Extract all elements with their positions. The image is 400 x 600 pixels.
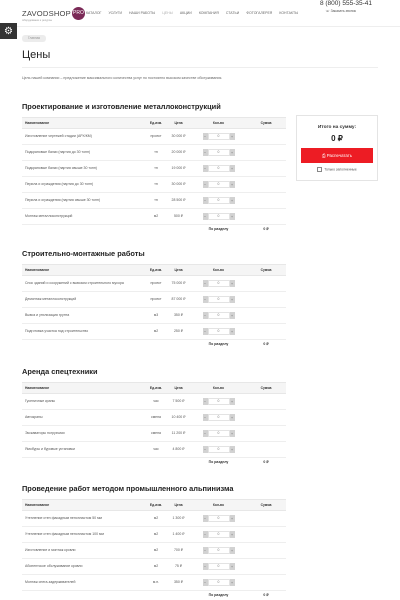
service-sum bbox=[246, 276, 286, 292]
section-total-value: 0 ₽ bbox=[263, 342, 269, 347]
section-total-value: 0 ₽ bbox=[263, 227, 269, 232]
service-sum bbox=[246, 292, 286, 308]
col-header-sum: Сумма bbox=[246, 383, 286, 394]
qty-cell bbox=[191, 442, 246, 458]
settings-button[interactable] bbox=[0, 23, 17, 39]
service-unit: м3 bbox=[146, 308, 166, 324]
service-price: 30 000 ₽ bbox=[166, 177, 191, 193]
nav-item-prices[interactable]: ЦЕНЫ bbox=[162, 11, 173, 15]
quantity-input[interactable]: 0 bbox=[208, 328, 230, 335]
plus-button[interactable]: + bbox=[230, 516, 234, 521]
service-unit: м.п. bbox=[146, 575, 166, 591]
service-sum bbox=[246, 145, 286, 161]
only-filled-checkbox[interactable] bbox=[297, 167, 377, 172]
table-row bbox=[22, 543, 286, 559]
service-price: 75 000 ₽ bbox=[166, 276, 191, 292]
quantity-input[interactable]: 0 bbox=[208, 430, 230, 437]
service-price: 7 500 ₽ bbox=[166, 394, 191, 410]
table-row bbox=[22, 410, 286, 426]
table-row bbox=[22, 209, 286, 225]
section-total-label: По разделу bbox=[208, 593, 229, 598]
quantity-stepper bbox=[203, 181, 235, 188]
plus-button[interactable]: + bbox=[230, 447, 234, 452]
order-summary bbox=[296, 115, 378, 181]
quantity-input[interactable]: 0 bbox=[208, 181, 230, 188]
service-unit: м2 bbox=[146, 543, 166, 559]
service-name: Монтаж снега-задерживателей bbox=[22, 575, 146, 591]
price-table bbox=[22, 264, 286, 349]
service-sum bbox=[246, 394, 286, 410]
site-header bbox=[0, 0, 400, 27]
qty-cell bbox=[191, 145, 246, 161]
plus-button[interactable]: + bbox=[230, 431, 234, 436]
qty-cell bbox=[191, 324, 246, 340]
col-header-qty: Кол-во bbox=[191, 383, 246, 394]
table-header bbox=[22, 265, 286, 276]
service-unit: час bbox=[146, 394, 166, 410]
table-header bbox=[22, 500, 286, 511]
minus-button[interactable]: − bbox=[203, 329, 207, 334]
service-unit: тн bbox=[146, 161, 166, 177]
minus-button[interactable]: − bbox=[203, 134, 207, 139]
service-unit: проект bbox=[146, 276, 166, 292]
checkbox-icon bbox=[317, 167, 322, 172]
service-name: Изготовление чертежей стадии (АРХ/КМ) bbox=[22, 129, 146, 145]
service-price: 1 300 ₽ bbox=[166, 511, 191, 527]
gear-icon: ⚙ bbox=[4, 25, 13, 37]
section-title: Проектирование и изготовление металлоконструкций bbox=[22, 102, 221, 111]
plus-button[interactable]: + bbox=[230, 548, 234, 553]
logo-tagline: оборудование и ресурсы bbox=[22, 19, 53, 22]
page-title: Цены bbox=[22, 49, 51, 61]
quantity-stepper bbox=[203, 563, 235, 570]
qty-cell bbox=[191, 193, 246, 209]
col-header-qty: Кол-во bbox=[191, 500, 246, 511]
col-header-unit: Ед.изм. bbox=[146, 265, 166, 276]
service-price: 11 200 ₽ bbox=[166, 426, 191, 442]
service-price: 28 500 ₽ bbox=[166, 193, 191, 209]
service-price: 350 ₽ bbox=[166, 308, 191, 324]
service-price: 10 400 ₽ bbox=[166, 410, 191, 426]
qty-cell bbox=[191, 394, 246, 410]
service-name: Снос зданий и сооружений с вывозом строительного мусора bbox=[22, 276, 146, 292]
logo-text: ZAVODSHOP bbox=[22, 8, 71, 18]
plus-button[interactable]: + bbox=[230, 182, 234, 187]
service-unit: час bbox=[146, 442, 166, 458]
col-header-sum: Сумма bbox=[246, 118, 286, 129]
table-row bbox=[22, 129, 286, 145]
minus-button[interactable]: − bbox=[203, 182, 207, 187]
service-unit: м2 bbox=[146, 209, 166, 225]
table-row bbox=[22, 527, 286, 543]
table-row bbox=[22, 511, 286, 527]
col-header-sum: Сумма bbox=[246, 500, 286, 511]
service-price: 19 000 ₽ bbox=[166, 161, 191, 177]
plus-button[interactable]: + bbox=[230, 214, 234, 219]
table-row bbox=[22, 145, 286, 161]
table-row bbox=[22, 193, 286, 209]
nav-item-catalog[interactable]: КАТАЛОГ bbox=[86, 11, 102, 15]
service-name: Абонентское обслуживание кровли bbox=[22, 559, 146, 575]
service-name: Гусеничные краны bbox=[22, 394, 146, 410]
table-row bbox=[22, 276, 286, 292]
divider bbox=[22, 67, 378, 68]
minus-button[interactable]: − bbox=[203, 431, 207, 436]
nav-item-gallery[interactable]: ФОТОГАЛЕРЕЯ bbox=[246, 11, 273, 15]
service-sum bbox=[246, 442, 286, 458]
minus-button[interactable]: − bbox=[203, 415, 207, 420]
service-name: Подкрановые балки (партия свыше 30 тонн) bbox=[22, 161, 146, 177]
service-price: 700 ₽ bbox=[166, 543, 191, 559]
service-sum bbox=[246, 193, 286, 209]
service-name: Утепление стен фасадным пенопластом 50 мм bbox=[22, 511, 146, 527]
service-price: 1 400 ₽ bbox=[166, 527, 191, 543]
main-nav bbox=[86, 11, 305, 15]
quantity-input[interactable]: 0 bbox=[208, 531, 230, 538]
minus-button[interactable]: − bbox=[203, 548, 207, 553]
nav-item-services[interactable]: УСЛУГИ bbox=[108, 11, 123, 15]
minus-button[interactable]: − bbox=[203, 214, 207, 219]
service-price: 75 ₽ bbox=[166, 559, 191, 575]
printer-icon: ⎙ bbox=[321, 153, 327, 158]
col-header-qty: Кол-во bbox=[191, 265, 246, 276]
quantity-input[interactable]: 0 bbox=[208, 398, 230, 405]
plus-button[interactable]: + bbox=[230, 415, 234, 420]
section-title: Строительно-монтажные работы bbox=[22, 249, 145, 258]
service-sum bbox=[246, 308, 286, 324]
service-unit: проект bbox=[146, 292, 166, 308]
quantity-stepper bbox=[203, 547, 235, 554]
service-price: 87 000 ₽ bbox=[166, 292, 191, 308]
service-name: Демонтаж металлоконструкций bbox=[22, 292, 146, 308]
minus-button[interactable]: − bbox=[203, 532, 207, 537]
qty-cell bbox=[191, 410, 246, 426]
nav-item-articles[interactable]: СТАТЬИ bbox=[225, 11, 240, 15]
quantity-stepper bbox=[203, 213, 235, 220]
qty-cell bbox=[191, 527, 246, 543]
plus-button[interactable]: + bbox=[230, 532, 234, 537]
plus-button[interactable]: + bbox=[230, 329, 234, 334]
qty-cell bbox=[191, 559, 246, 575]
price-table bbox=[22, 499, 286, 600]
plus-button[interactable]: + bbox=[230, 281, 234, 286]
table-row bbox=[22, 559, 286, 575]
quantity-input[interactable]: 0 bbox=[208, 446, 230, 453]
quantity-stepper bbox=[203, 328, 235, 335]
service-unit: смена bbox=[146, 426, 166, 442]
price-table bbox=[22, 117, 286, 234]
service-unit: тн bbox=[146, 145, 166, 161]
service-sum bbox=[246, 410, 286, 426]
service-unit: тн bbox=[146, 193, 166, 209]
quantity-stepper bbox=[203, 579, 235, 586]
col-header-unit: Ед.изм. bbox=[146, 118, 166, 129]
quantity-input[interactable]: 0 bbox=[208, 213, 230, 220]
section-total-row bbox=[22, 458, 286, 468]
qty-cell bbox=[191, 426, 246, 442]
service-price: 250 ₽ bbox=[166, 324, 191, 340]
plus-button[interactable]: + bbox=[230, 198, 234, 203]
section-total-label: По разделу bbox=[208, 342, 229, 347]
service-name: Утепление стен фасадным пенопластом 100 мм bbox=[22, 527, 146, 543]
table-header bbox=[22, 383, 286, 394]
service-name: Монтаж металлоконструкций bbox=[22, 209, 146, 225]
service-price: 350 ₽ bbox=[166, 575, 191, 591]
quantity-input[interactable]: 0 bbox=[208, 197, 230, 204]
service-name: Перила и ограждения (партия до 30 тонн) bbox=[22, 177, 146, 193]
quantity-stepper bbox=[203, 133, 235, 140]
plus-button[interactable]: + bbox=[230, 134, 234, 139]
quantity-input[interactable]: 0 bbox=[208, 165, 230, 172]
plus-button[interactable]: + bbox=[230, 580, 234, 585]
quantity-stepper bbox=[203, 446, 235, 453]
service-name: Экскаваторы погрузчики bbox=[22, 426, 146, 442]
service-name: Подготовка участка под строительство bbox=[22, 324, 146, 340]
qty-cell bbox=[191, 276, 246, 292]
quantity-input[interactable]: 0 bbox=[208, 563, 230, 570]
service-unit: м2 bbox=[146, 511, 166, 527]
quantity-input[interactable]: 0 bbox=[208, 133, 230, 140]
quantity-input[interactable]: 0 bbox=[208, 149, 230, 156]
qty-cell bbox=[191, 209, 246, 225]
qty-cell bbox=[191, 543, 246, 559]
breadcrumb[interactable]: Главная bbox=[22, 35, 46, 42]
col-header-price: Цена bbox=[166, 265, 191, 276]
service-price: 500 ₽ bbox=[166, 209, 191, 225]
quantity-stepper bbox=[203, 515, 235, 522]
service-name: Перила и ограждения (партия свыше 30 тонн) bbox=[22, 193, 146, 209]
col-header-name: Наименование bbox=[22, 265, 146, 276]
qty-cell bbox=[191, 177, 246, 193]
quantity-input[interactable]: 0 bbox=[208, 547, 230, 554]
service-sum bbox=[246, 575, 286, 591]
table-row bbox=[22, 161, 286, 177]
col-header-price: Цена bbox=[166, 500, 191, 511]
table-header bbox=[22, 118, 286, 129]
logo[interactable] bbox=[22, 6, 85, 20]
plus-button[interactable]: + bbox=[230, 150, 234, 155]
quantity-stepper bbox=[203, 430, 235, 437]
quantity-stepper bbox=[203, 149, 235, 156]
col-header-name: Наименование bbox=[22, 383, 146, 394]
price-table bbox=[22, 382, 286, 467]
quantity-input[interactable]: 0 bbox=[208, 312, 230, 319]
service-sum bbox=[246, 129, 286, 145]
service-price: 4 800 ₽ bbox=[166, 442, 191, 458]
minus-button[interactable]: − bbox=[203, 313, 207, 318]
quantity-stepper bbox=[203, 197, 235, 204]
qty-cell bbox=[191, 161, 246, 177]
service-price: 20 000 ₽ bbox=[166, 145, 191, 161]
service-price: 30 000 ₽ bbox=[166, 129, 191, 145]
nav-item-promo[interactable]: АКЦИИ bbox=[179, 11, 192, 15]
service-name: Ямобуры и буровые установки bbox=[22, 442, 146, 458]
table-row bbox=[22, 575, 286, 591]
col-header-name: Наименование bbox=[22, 118, 146, 129]
col-header-unit: Ед.изм. bbox=[146, 500, 166, 511]
section-total-value: 0 ₽ bbox=[263, 593, 269, 598]
quantity-stepper bbox=[203, 398, 235, 405]
nav-item-works[interactable]: НАШИ РАБОТЫ bbox=[129, 11, 156, 15]
service-sum bbox=[246, 209, 286, 225]
service-sum bbox=[246, 177, 286, 193]
table-row bbox=[22, 324, 286, 340]
print-button-label: Распечатать bbox=[326, 153, 353, 158]
qty-cell bbox=[191, 129, 246, 145]
minus-button[interactable]: − bbox=[203, 447, 207, 452]
only-filled-label: Только заполненные bbox=[324, 167, 357, 172]
service-sum bbox=[246, 559, 286, 575]
callback-label: Заказать звонок bbox=[330, 9, 356, 13]
service-unit: м2 bbox=[146, 559, 166, 575]
service-name: Подкрановые балки (партия до 30 тонн) bbox=[22, 145, 146, 161]
service-unit: проект bbox=[146, 129, 166, 145]
callback-link[interactable] bbox=[325, 9, 356, 13]
quantity-input[interactable]: 0 bbox=[208, 296, 230, 303]
service-unit: смена bbox=[146, 410, 166, 426]
service-sum bbox=[246, 511, 286, 527]
phone-number[interactable]: 8 (800) 555-35-41 bbox=[319, 0, 372, 7]
quantity-input[interactable]: 0 bbox=[208, 414, 230, 421]
page-intro: Цель нашей компании – предложение максимального количества услуг по постоянно высоком качестве обслуживания. bbox=[22, 76, 223, 80]
quantity-stepper bbox=[203, 165, 235, 172]
table-row bbox=[22, 426, 286, 442]
section-total-row bbox=[22, 225, 286, 235]
service-name: Вывоз и утилизация грунта bbox=[22, 308, 146, 324]
service-name: Изготовление и монтаж кровли bbox=[22, 543, 146, 559]
print-button[interactable] bbox=[301, 148, 373, 163]
nav-item-company[interactable]: КОМПАНИЯ bbox=[198, 11, 219, 15]
quantity-stepper bbox=[203, 296, 235, 303]
plus-button[interactable]: + bbox=[230, 399, 234, 404]
col-header-price: Цена bbox=[166, 118, 191, 129]
summary-total: 0 ₽ bbox=[331, 134, 343, 143]
service-sum bbox=[246, 426, 286, 442]
plus-button[interactable]: + bbox=[230, 166, 234, 171]
service-sum bbox=[246, 543, 286, 559]
section-total-value: 0 ₽ bbox=[263, 460, 269, 465]
col-header-sum: Сумма bbox=[246, 265, 286, 276]
service-unit: м2 bbox=[146, 324, 166, 340]
plus-button[interactable]: + bbox=[230, 564, 234, 569]
quantity-input[interactable]: 0 bbox=[208, 280, 230, 287]
service-sum bbox=[246, 161, 286, 177]
qty-cell bbox=[191, 575, 246, 591]
quantity-stepper bbox=[203, 280, 235, 287]
quantity-input[interactable]: 0 bbox=[208, 515, 230, 522]
minus-button[interactable]: − bbox=[203, 166, 207, 171]
service-name: Автокраны bbox=[22, 410, 146, 426]
table-row bbox=[22, 308, 286, 324]
nav-item-contacts[interactable]: КОНТАКТЫ bbox=[279, 11, 299, 15]
col-header-name: Наименование bbox=[22, 500, 146, 511]
qty-cell bbox=[191, 292, 246, 308]
minus-button[interactable]: − bbox=[203, 516, 207, 521]
col-header-unit: Ед.изм. bbox=[146, 383, 166, 394]
minus-button[interactable]: − bbox=[203, 580, 207, 585]
col-header-qty: Кол-во bbox=[191, 118, 246, 129]
table-row bbox=[22, 292, 286, 308]
service-unit: м2 bbox=[146, 527, 166, 543]
service-unit: тн bbox=[146, 177, 166, 193]
section-total-label: По разделу bbox=[208, 460, 229, 465]
price-section bbox=[22, 484, 286, 600]
table-row bbox=[22, 442, 286, 458]
section-title: Аренда спецтехники bbox=[22, 367, 98, 376]
qty-cell bbox=[191, 511, 246, 527]
minus-button[interactable]: − bbox=[203, 297, 207, 302]
qty-cell bbox=[191, 308, 246, 324]
minus-button[interactable]: − bbox=[203, 281, 207, 286]
section-total-label: По разделу bbox=[208, 227, 229, 232]
section-title: Проведение работ методом промышленного альпинизма bbox=[22, 484, 234, 493]
service-sum bbox=[246, 324, 286, 340]
quantity-stepper bbox=[203, 414, 235, 421]
section-total-row bbox=[22, 591, 286, 600]
plus-button[interactable]: + bbox=[230, 313, 234, 318]
price-section bbox=[22, 367, 286, 467]
col-header-price: Цена bbox=[166, 383, 191, 394]
service-sum bbox=[246, 527, 286, 543]
minus-button[interactable]: − bbox=[203, 399, 207, 404]
minus-button[interactable]: − bbox=[203, 564, 207, 569]
logo-badge: PRO bbox=[72, 7, 85, 20]
price-section bbox=[22, 249, 286, 349]
table-row bbox=[22, 177, 286, 193]
plus-button[interactable]: + bbox=[230, 297, 234, 302]
quantity-stepper bbox=[203, 531, 235, 538]
price-section bbox=[22, 102, 286, 234]
section-total-row bbox=[22, 340, 286, 350]
table-row bbox=[22, 394, 286, 410]
minus-button[interactable]: − bbox=[203, 150, 207, 155]
phone-icon: ☏ bbox=[325, 9, 331, 13]
quantity-input[interactable]: 0 bbox=[208, 579, 230, 586]
minus-button[interactable]: − bbox=[203, 198, 207, 203]
summary-label: Итого на сумму: bbox=[317, 125, 357, 130]
quantity-stepper bbox=[203, 312, 235, 319]
